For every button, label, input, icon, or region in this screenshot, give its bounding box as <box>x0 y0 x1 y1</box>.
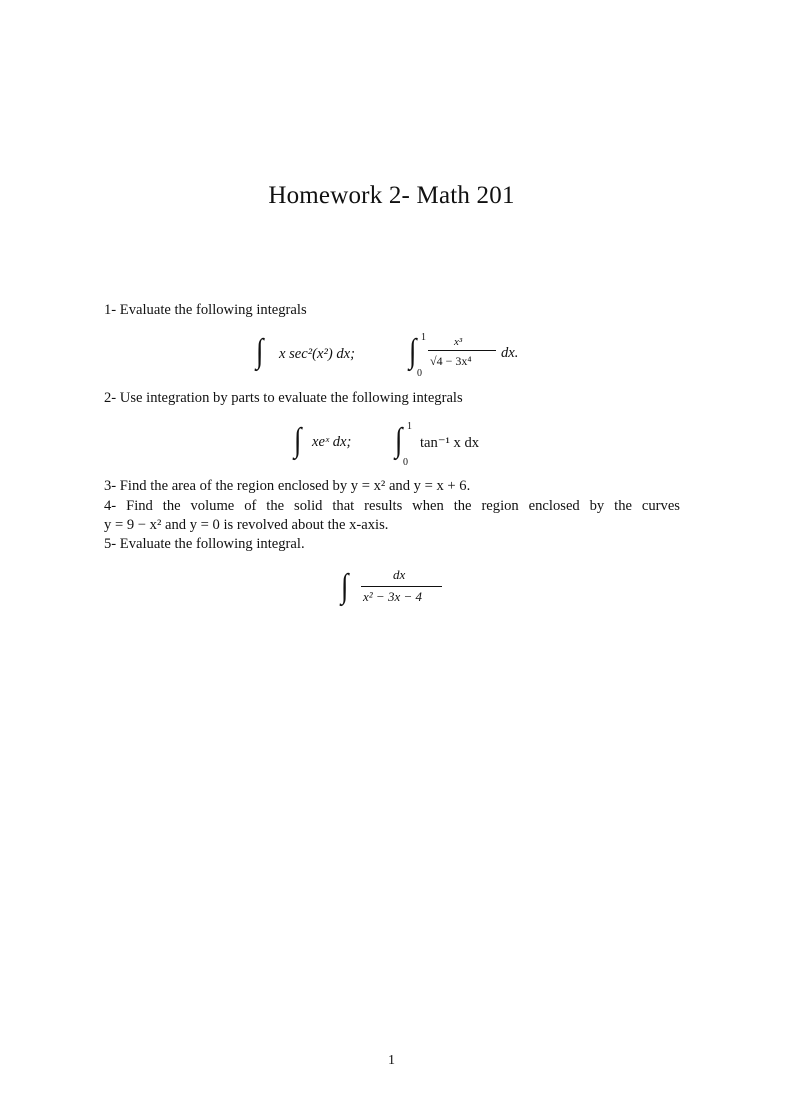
problem-4-line-2: y = 9 − x² and y = 0 is revolved about the x-axis. <box>104 517 389 533</box>
problem-4-line-1: 4- Find the volume of the solid that results when the region enclosed by the curves <box>104 498 680 514</box>
differential: dx. <box>501 345 519 361</box>
integrand-text: xeˣ dx; <box>312 434 352 450</box>
integral-sign: ∫ <box>293 422 302 459</box>
page-number: 1 <box>388 1053 395 1068</box>
fraction-bar <box>361 586 442 587</box>
fraction-bar <box>428 350 496 351</box>
integrand-text: x sec²(x²) dx; <box>279 346 355 362</box>
problem-2-text: 2- Use integration by parts to evaluate the following integrals <box>104 390 463 406</box>
upper-limit: 1 <box>421 332 426 343</box>
lower-limit: 0 <box>403 457 408 468</box>
fraction-numerator: x³ <box>454 336 463 348</box>
integral-sign: ∫ <box>340 568 349 605</box>
integral-sign: ∫ <box>255 333 264 370</box>
problem-5-text: 5- Evaluate the following integral. <box>104 536 305 552</box>
integral-sign: ∫ <box>408 333 417 370</box>
fraction-denominator: x² − 3x − 4 <box>363 589 422 604</box>
integrand-text: tan⁻¹ x dx <box>420 435 480 451</box>
fraction-denominator: √4 − 3x⁴ <box>430 354 472 368</box>
document-title: Homework 2- Math 201 <box>268 182 515 209</box>
problem-1-text: 1- Evaluate the following integrals <box>104 302 307 318</box>
problem-3-text: 3- Find the area of the region enclosed by y = x² and y = x + 6. <box>104 478 471 494</box>
lower-limit: 0 <box>417 368 422 379</box>
integral-sign: ∫ <box>394 422 403 459</box>
fraction-numerator: dx <box>393 567 406 582</box>
upper-limit: 1 <box>407 421 412 432</box>
